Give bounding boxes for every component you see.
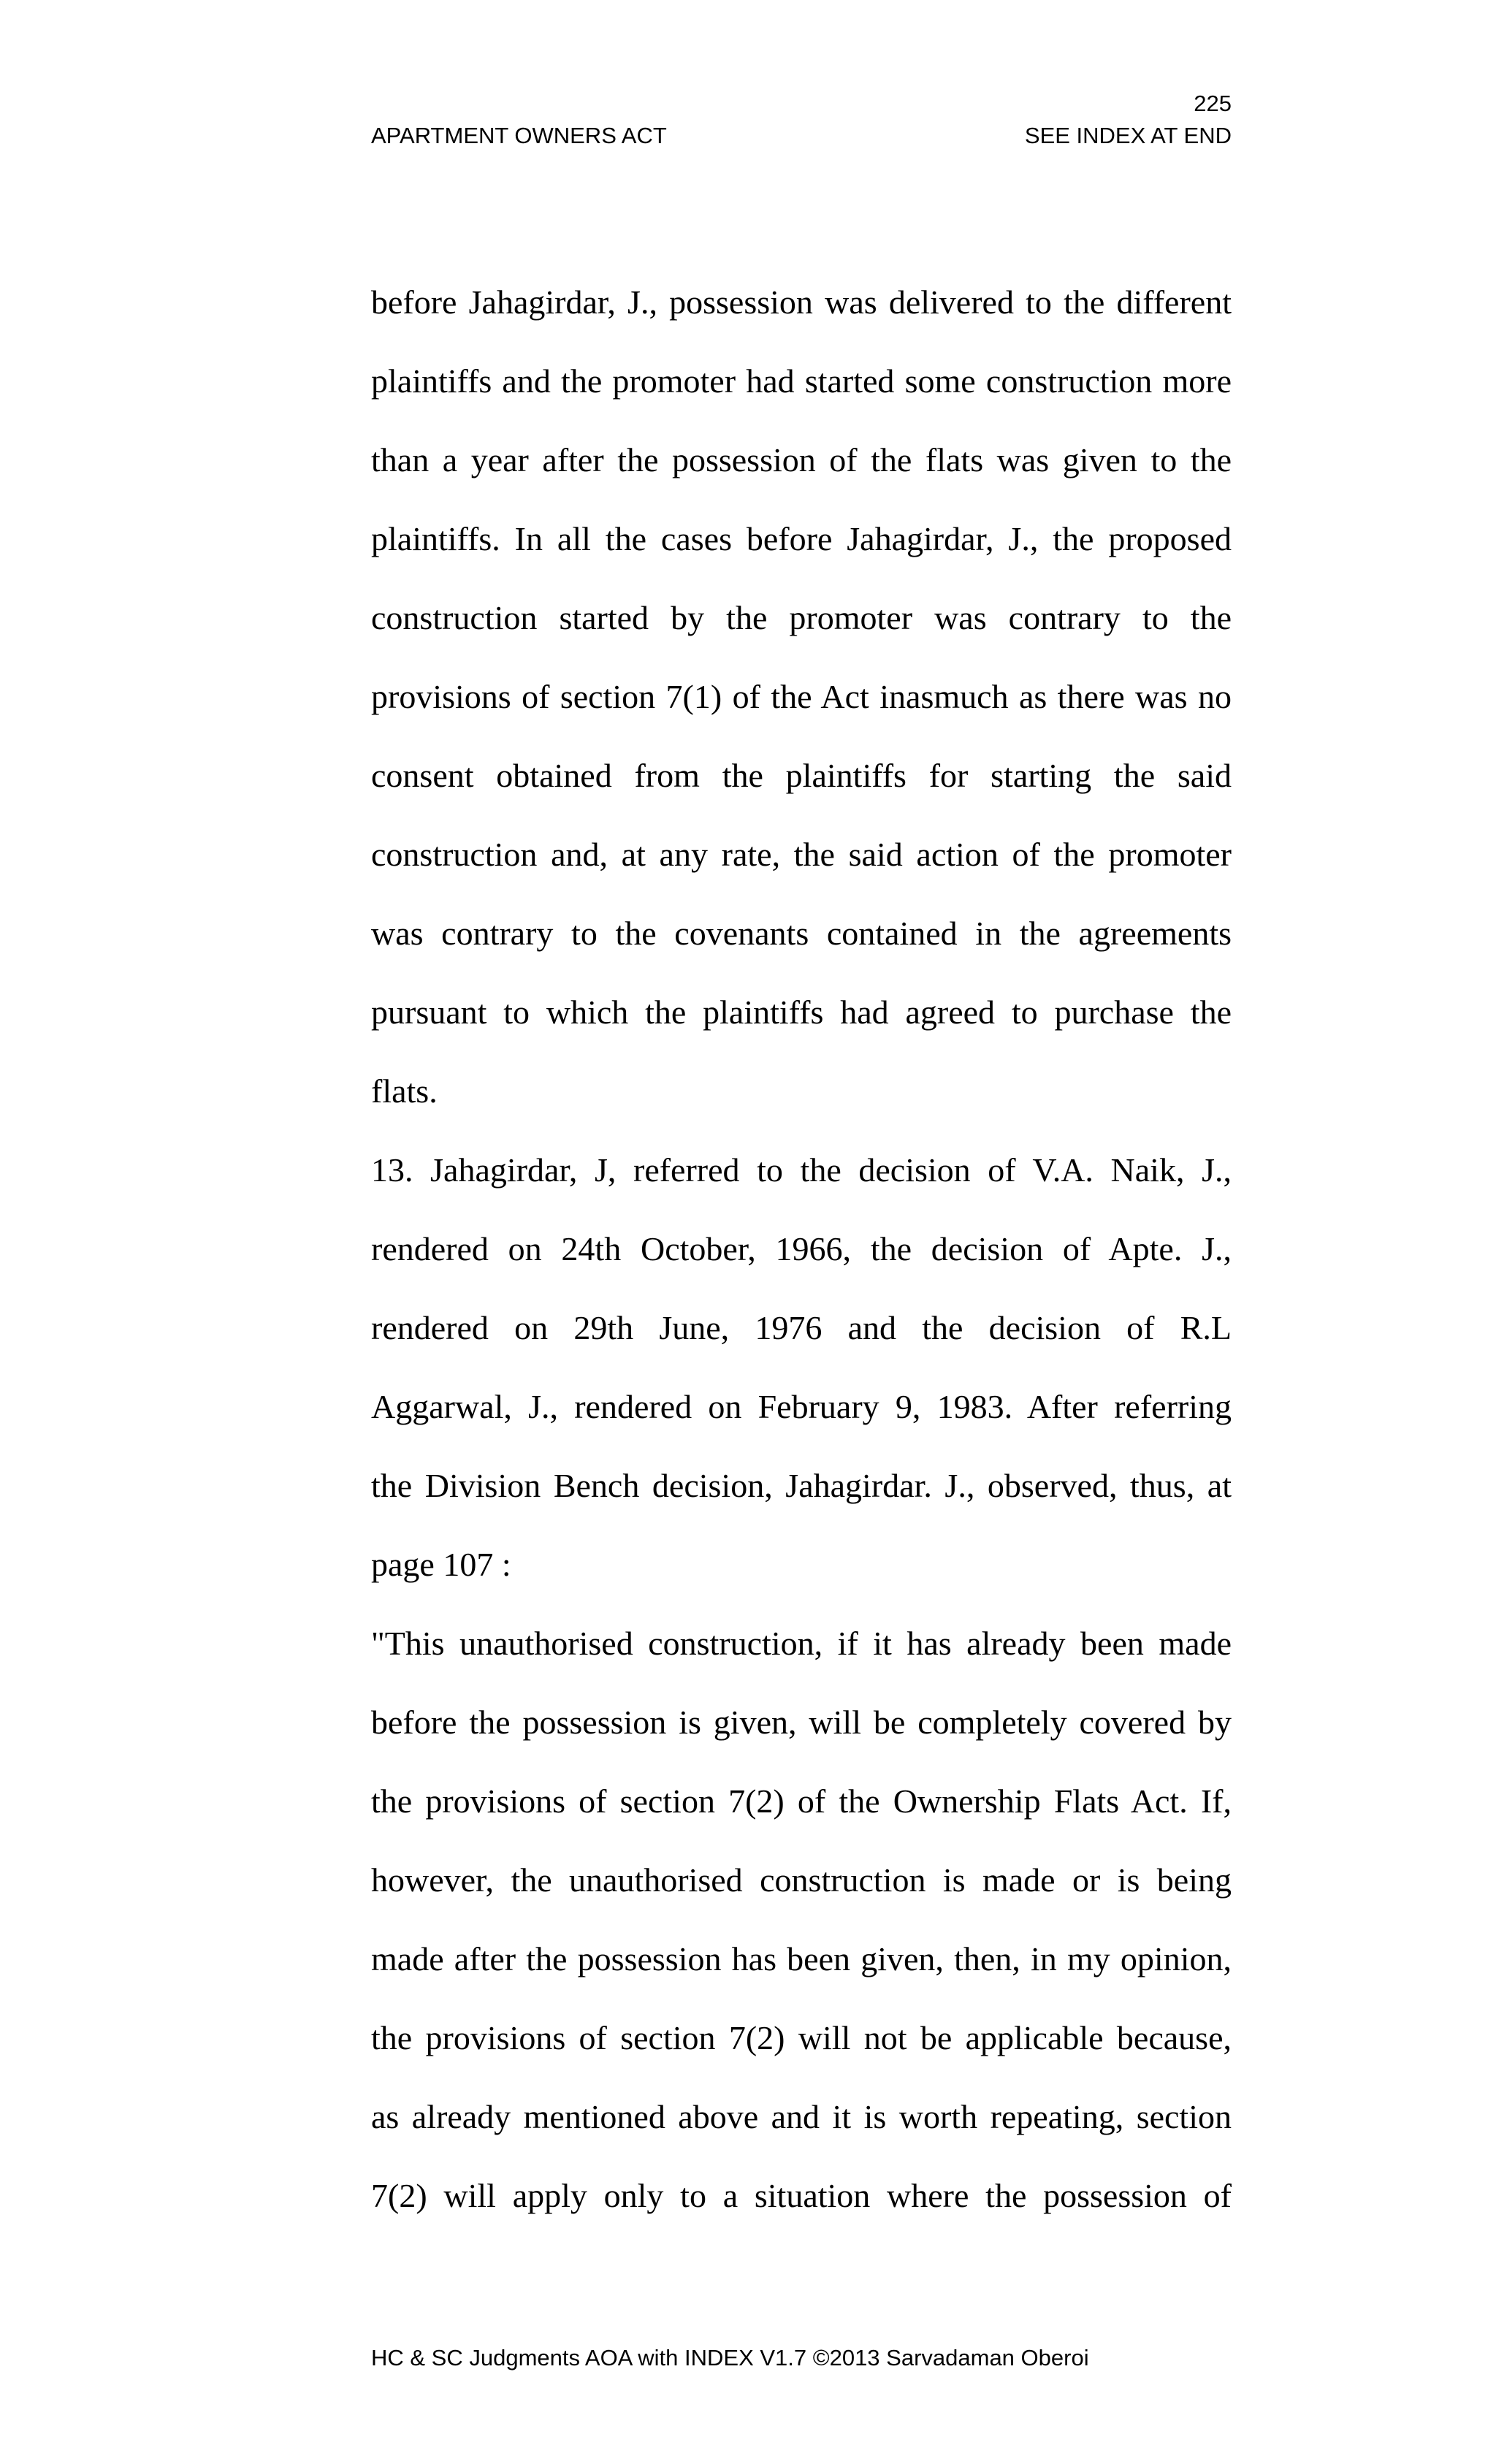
text-line: the provisions of section 7(2) of the Ownership Flats Act. If, (371, 1782, 1232, 1820)
header-right-title: SEE INDEX AT END (1024, 123, 1232, 148)
text-line: flats. (371, 1072, 438, 1110)
text-line: as already mentioned above and it is worth repeating, section (371, 2098, 1232, 2135)
text-line: before Jahagirdar, J., possession was delivered to the different (371, 283, 1232, 321)
text-line: construction started by the promoter was contrary to the (371, 599, 1232, 636)
text-line: rendered on 29th June, 1976 and the decision of R.L (371, 1309, 1232, 1346)
text-line: the provisions of section 7(2) will not be applicable because, (371, 2019, 1232, 2056)
text-line: plaintiffs. In all the cases before Jahagirdar, J., the proposed (371, 520, 1232, 557)
text-line: consent obtained from the plaintiffs for starting the said (371, 757, 1232, 794)
paragraph (371, 1131, 1232, 1604)
text-line: 7(2) will apply only to a situation where the possession of (371, 2177, 1232, 2214)
document-body (371, 263, 1232, 2235)
paragraph (371, 263, 1232, 1131)
text-line: than a year after the possession of the flats was given to the (371, 441, 1232, 478)
text-line: construction and, at any rate, the said action of the promoter (371, 836, 1232, 873)
page-footer: HC & SC Judgments AOA with INDEX V1.7 ©2013 Sarvadaman Oberoi (371, 2345, 1089, 2370)
running-header (371, 123, 1232, 149)
text-line: before the possession is given, will be completely covered by (371, 1704, 1232, 1741)
text-line: was contrary to the covenants contained in the agreements (371, 915, 1232, 952)
page-number: 225 (1194, 91, 1232, 116)
paragraph (371, 1604, 1232, 2235)
text-line: pursuant to which the plaintiffs had agreed to purchase the (371, 993, 1232, 1031)
text-line: provisions of section 7(1) of the Act inasmuch as there was no (371, 678, 1232, 715)
text-line: made after the possession has been given, then, in my opinion, (371, 1940, 1232, 1977)
text-line: "This unauthorised construction, if it has already been made (371, 1625, 1232, 1662)
text-line: however, the unauthorised construction is made or is being (371, 1861, 1232, 1899)
text-line: the Division Bench decision, Jahagirdar. J., observed, thus, at (371, 1467, 1232, 1504)
text-line: page 107 : (371, 1546, 511, 1583)
text-line: rendered on 24th October, 1966, the decision of Apte. J., (371, 1230, 1232, 1267)
text-line: plaintiffs and the promoter had started some construction more (371, 362, 1232, 400)
text-line: 13. Jahagirdar, J, referred to the decision of V.A. Naik, J., (371, 1151, 1232, 1189)
text-line: Aggarwal, J., rendered on February 9, 1983. After referring (371, 1388, 1232, 1425)
header-left-title: APARTMENT OWNERS ACT (371, 123, 667, 148)
